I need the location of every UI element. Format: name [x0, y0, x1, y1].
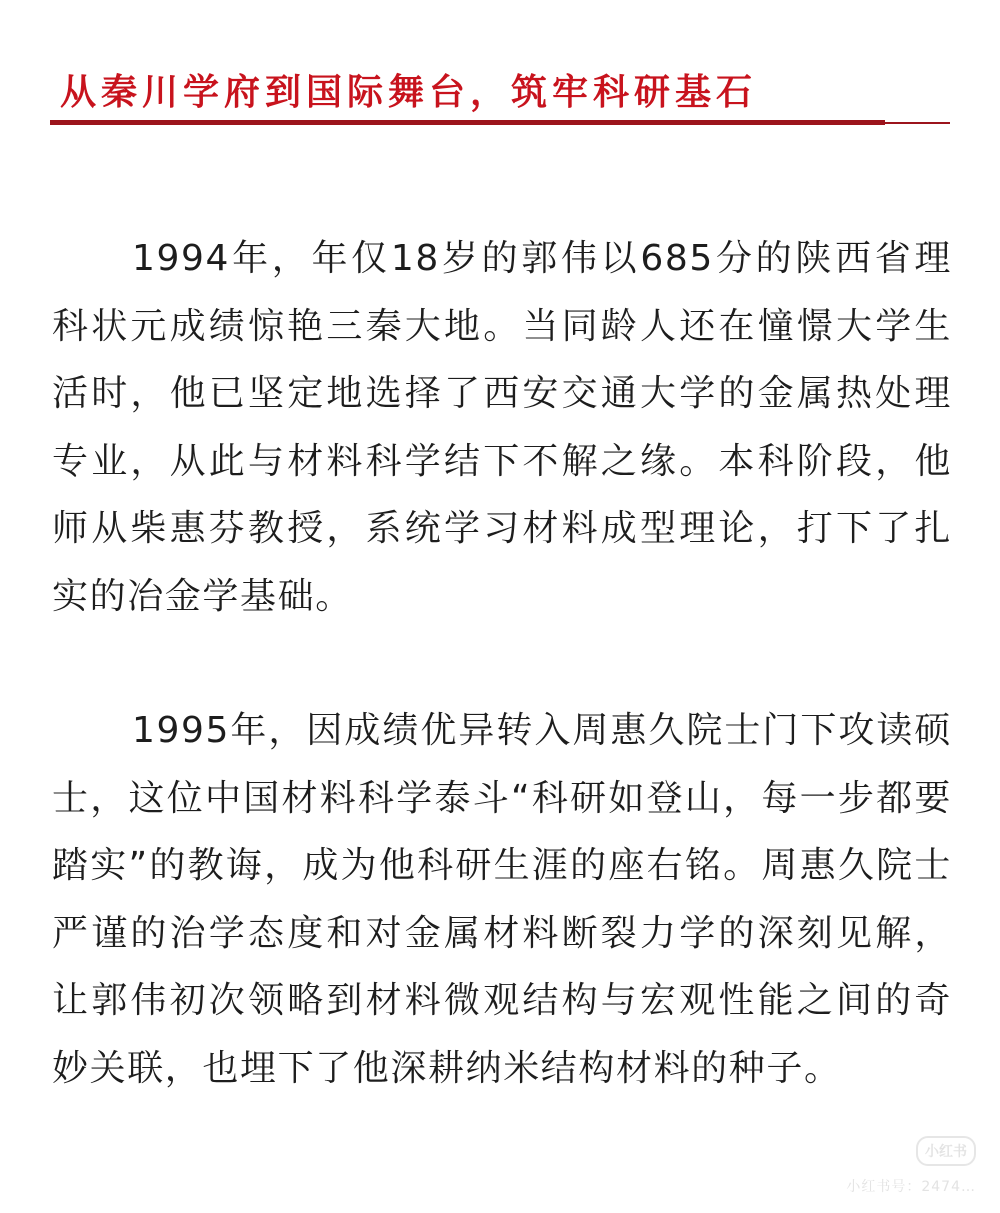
article-body	[52, 225, 952, 1102]
watermark-id: 小红书号：2474…	[846, 1179, 976, 1195]
section-title: 从秦川学府到国际舞台，筑牢科研基石	[60, 72, 758, 113]
header-underline	[50, 120, 885, 125]
section-header	[50, 58, 950, 130]
paragraph-1994: 1994年，年仅18岁的郭伟以685分的陕西省理科状元成绩惊艳三秦大地。当同龄人还在憧憬大学生活时，他已坚定地选择了西安交通大学的金属热处理专业，从此与材料科学结下不解之缘。本科阶段，他师从柴惠芬教授，系统学习材料成型理论，打下了扎实的冶金学基础。	[52, 238, 952, 617]
xiaohongshu-watermark	[846, 1136, 976, 1196]
watermark-logo: 小红书	[916, 1136, 976, 1166]
header-underline-tail	[885, 122, 950, 124]
paragraph-1995: 1995年，因成绩优异转入周惠久院士门下攻读硕士，这位中国材料科学泰斗“科研如登山，每一步都要踏实”的教诲，成为他科研生涯的座右铭。周惠久院士严谨的治学态度和对金属材料断裂力学的深刻见解，让郭伟初次领略到材料微观结构与宏观性能之间的奇妙关联，也埋下了他深耕纳米结构材料的种子。	[52, 710, 952, 1089]
